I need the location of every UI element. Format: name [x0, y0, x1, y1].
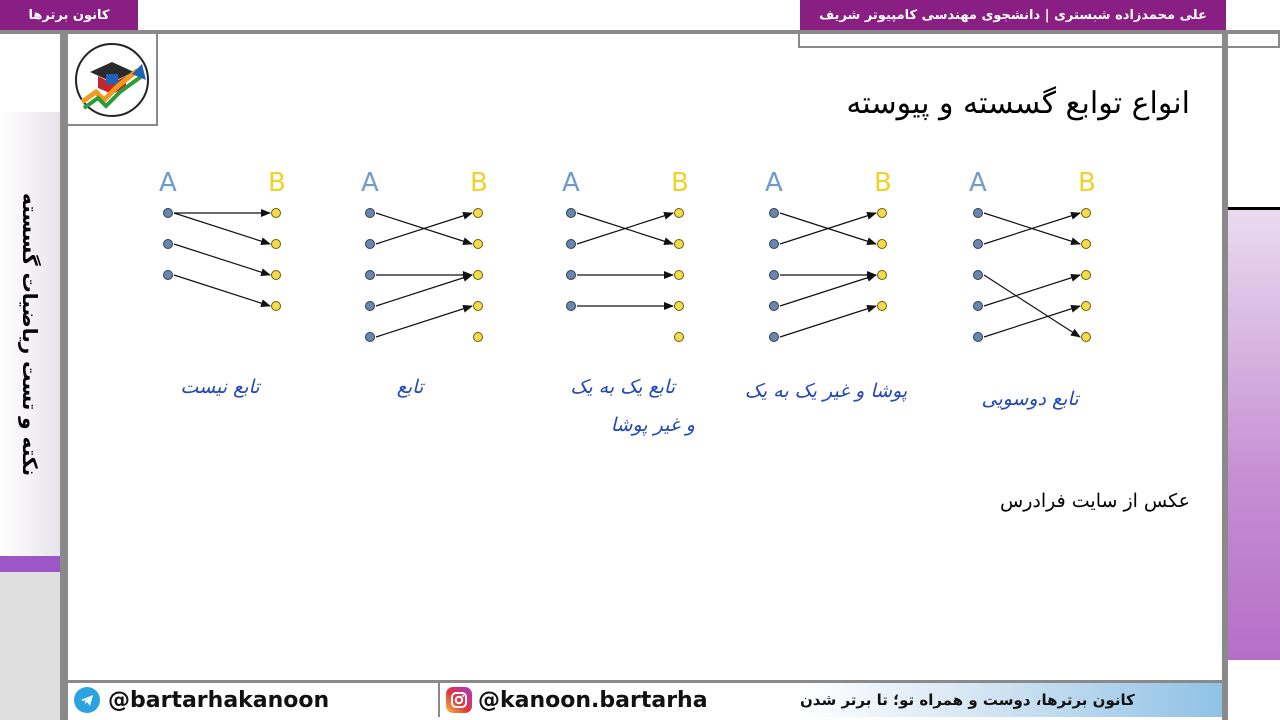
mapping-arrow	[984, 306, 1080, 337]
set-a-element	[974, 302, 983, 311]
set-b-element	[675, 333, 684, 342]
label-line: تابع دوسویی	[981, 388, 1079, 410]
set-b-element	[675, 209, 684, 218]
set-a-element	[770, 302, 779, 311]
set-a-element	[164, 209, 173, 218]
set-a-element	[770, 333, 779, 342]
set-a-label: A	[765, 168, 783, 198]
image-credit: عکس از سایت فرادرس	[1000, 490, 1190, 512]
mapping-arrow	[780, 306, 876, 337]
set-a-element	[770, 240, 779, 249]
set-a-element	[164, 240, 173, 249]
set-a-label: A	[361, 168, 379, 198]
set-b-element	[878, 240, 887, 249]
set-b-element	[878, 209, 887, 218]
set-b-element	[1082, 271, 1091, 280]
set-b-element	[1082, 209, 1091, 218]
set-a-element	[974, 209, 983, 218]
label-line: و غیر پوشا	[610, 414, 695, 436]
set-b-element	[878, 302, 887, 311]
set-a-element	[974, 240, 983, 249]
set-a-label: A	[159, 168, 177, 198]
telegram-link[interactable]	[70, 683, 436, 717]
page-title: انواع توابع گسسته و پیوسته	[846, 86, 1190, 121]
sidebar-title-text: نکته و تست ریاضیات گسسته	[18, 193, 42, 477]
mapping-diagram	[158, 165, 298, 350]
set-a-element	[567, 302, 576, 311]
set-a-element	[366, 333, 375, 342]
author-label: علی محمدزاده شبستری | دانشجوی مهندسی کامپیوتر شریف	[800, 0, 1226, 30]
set-b-element	[474, 302, 483, 311]
mapping-arrow	[780, 275, 876, 306]
set-a-element	[974, 271, 983, 280]
mapping-diagram	[360, 165, 500, 350]
footer-slogan: کانون برترها، دوست و همراه تو؛ تا برتر شدن	[800, 683, 1222, 717]
label-line: تابع یک به یک	[570, 376, 675, 398]
set-a-element	[366, 240, 375, 249]
set-a-element	[567, 209, 576, 218]
set-b-label: B	[268, 168, 286, 198]
telegram-icon	[74, 687, 100, 713]
label-line: تابع نیست	[180, 376, 260, 398]
set-b-element	[474, 271, 483, 280]
set-a-element	[366, 302, 375, 311]
set-b-element	[474, 209, 483, 218]
left-panel-top	[0, 34, 60, 112]
set-b-element	[272, 209, 281, 218]
left-panel-stripe	[0, 556, 60, 572]
set-b-element	[1082, 333, 1091, 342]
set-b-label: B	[470, 168, 488, 198]
label-not-function	[150, 368, 290, 406]
set-b-label: B	[874, 168, 892, 198]
set-a-element	[974, 333, 983, 342]
label-injective	[535, 368, 705, 444]
mapping-diagram	[968, 165, 1108, 350]
mapping-diagram	[764, 165, 904, 350]
brand-label: کانون برترها	[0, 0, 138, 30]
set-b-element	[474, 333, 483, 342]
label-line: تابع	[396, 376, 424, 398]
instagram-handle: @kanoon.bartarha	[478, 687, 708, 713]
sidebar-title	[2, 120, 58, 550]
mapping-arrow	[984, 275, 1080, 337]
set-a-element	[366, 209, 375, 218]
mapping-diagram	[561, 165, 701, 350]
instagram-link[interactable]	[438, 683, 798, 717]
label-function	[340, 368, 480, 406]
set-a-label: A	[562, 168, 580, 198]
right-panel-gradient	[1228, 210, 1280, 660]
set-b-element	[878, 271, 887, 280]
set-a-label: A	[969, 168, 987, 198]
left-border	[60, 34, 68, 720]
set-b-label: B	[671, 168, 689, 198]
diagram-injective	[561, 165, 701, 350]
set-a-element	[164, 271, 173, 280]
label-surjective	[726, 372, 926, 410]
diagram-function	[360, 165, 500, 350]
set-b-element	[1082, 240, 1091, 249]
set-b-element	[272, 271, 281, 280]
logo	[68, 34, 158, 126]
mapping-arrow	[174, 213, 270, 244]
label-line: پوشا و غیر یک به یک	[744, 380, 908, 402]
mapping-arrow	[174, 244, 270, 275]
set-b-element	[675, 240, 684, 249]
telegram-handle: @bartarhakanoon	[108, 687, 330, 713]
set-b-element	[272, 240, 281, 249]
diagram-bijective	[968, 165, 1108, 350]
set-b-element	[272, 302, 281, 311]
footer-corner	[1222, 684, 1280, 720]
instagram-icon	[446, 687, 472, 713]
set-b-element	[474, 240, 483, 249]
set-a-element	[567, 271, 576, 280]
set-b-element	[675, 271, 684, 280]
set-a-element	[366, 271, 375, 280]
diagram-surjective	[764, 165, 904, 350]
mapping-arrow	[376, 275, 472, 306]
set-a-element	[567, 240, 576, 249]
label-bijective	[960, 380, 1100, 418]
diagram-not-function	[158, 165, 298, 350]
header-decoration	[798, 34, 1280, 48]
set-b-label: B	[1078, 168, 1096, 198]
set-b-element	[675, 302, 684, 311]
set-a-element	[770, 209, 779, 218]
set-b-element	[1082, 302, 1091, 311]
mapping-arrow	[174, 275, 270, 306]
mapping-arrow	[376, 306, 472, 337]
set-a-element	[770, 271, 779, 280]
mapping-arrow	[984, 275, 1080, 306]
graduation-cap-chart-icon	[68, 34, 156, 124]
